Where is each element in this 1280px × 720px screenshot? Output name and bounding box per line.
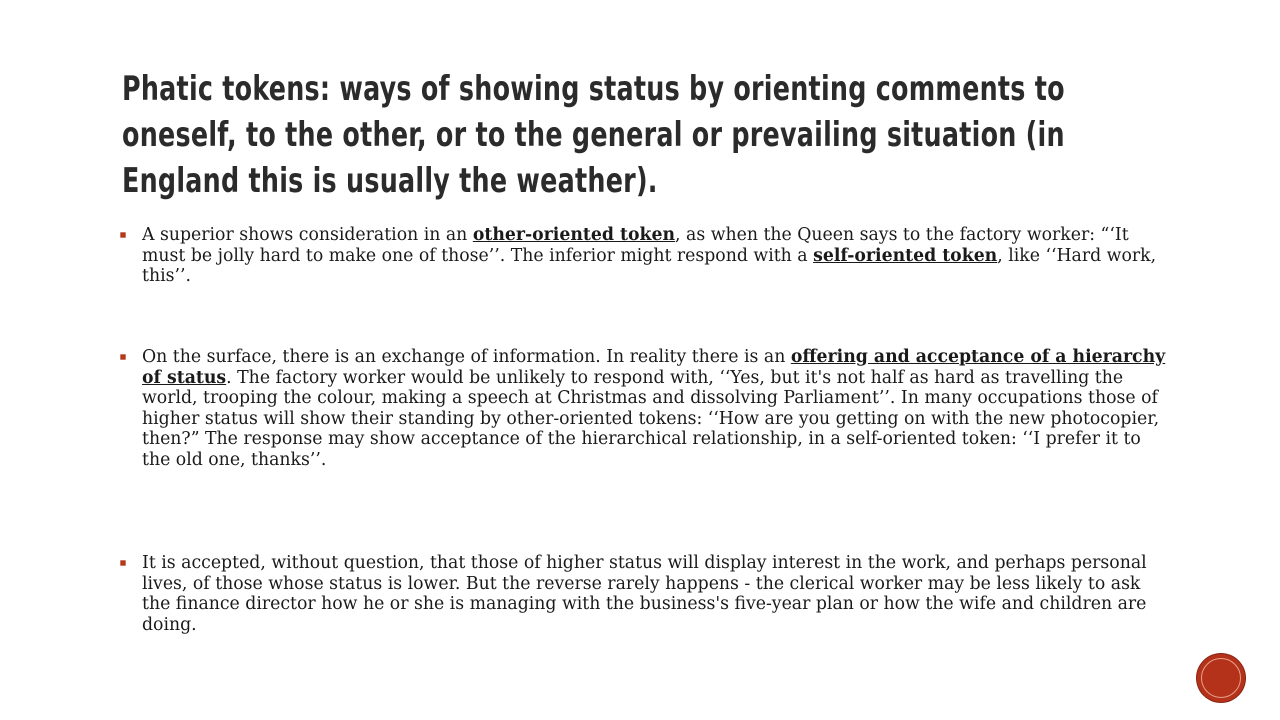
term-other-oriented-token: other-oriented token [472,225,676,245]
bullet-item-1 [118,225,1168,287]
term-self-oriented-token: self-oriented token [813,245,998,266]
square-bullet-icon [120,354,125,359]
bullet-2-text-a: On the surface, there is an exchange of information. In reality there is an [142,347,791,367]
slide-number-badge [1197,654,1245,702]
bullet-1-text-c: , like ‘‘Hard work, this’’. [142,245,1157,286]
slide-title: Phatic tokens: ways of showing status by orienting comments to oneself, to the other, or to the general or prevailing situation (in England this is usually the weather). [122,69,1065,201]
square-bullet-icon [120,232,125,237]
bullet-2-text-b: . The factory worker would be unlikely to respond with, ‘‘Yes, but it's not half as hard as travelling the world, trooping the colour, making a speech at Christmas and dissolving Parliament’’. In many occupations those of higher status will show their standing by other-oriented tokens: ‘‘How are you getting on with the new photocopier, then?” The response may show acceptance of the hierarchical relationship, in a self-oriented token: ‘‘I prefer it to the old one, thanks’’. [142,367,1160,470]
square-bullet-icon [120,560,125,565]
badge-ring [1201,658,1241,698]
bullet-3-text: It is accepted, without question, that those of higher status will display interest in the work, and perhaps personal lives, of those whose status is lower. But the reverse rarely happens - the clerical worker may be less likely to ask the finance director how he or she is managing with the business's five-year plan or how the wife and children are doing. [142,553,1147,635]
bullet-item-3 [118,553,1168,635]
bullet-1-text-b: , as when the Queen says to the factory worker: “‘It must be jolly hard to make one of those’’. The inferior might respond with a [142,225,1129,266]
term-hierarchy-of-status: offering and acceptance of a hierarchy of status [142,347,1166,388]
bullet-item-2 [118,347,1168,470]
bullet-1-text-a: A superior shows consideration in an [142,225,473,245]
